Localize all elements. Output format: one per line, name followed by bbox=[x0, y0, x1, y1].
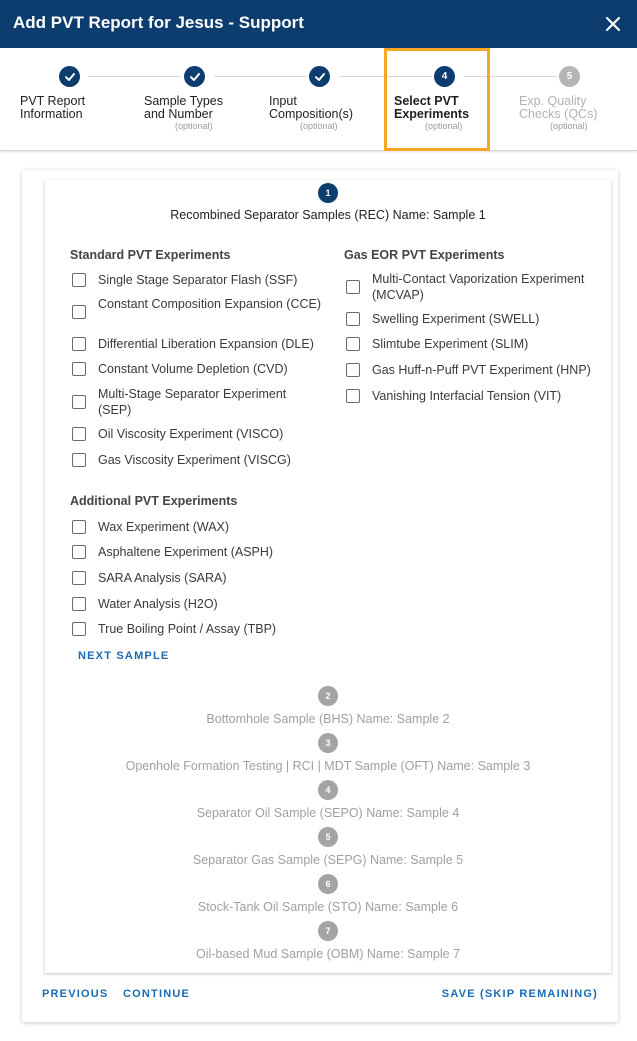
checkbox[interactable] bbox=[346, 389, 360, 403]
continue-button[interactable]: CONTINUE bbox=[123, 988, 191, 1000]
additional-group-title: Additional PVT Experiments bbox=[70, 494, 238, 508]
checkbox[interactable] bbox=[72, 571, 86, 585]
active-sample-title: Recombined Separator Samples (REC) Name: Sample 1 bbox=[170, 208, 486, 222]
option-ssf[interactable]: Single Stage Separator Flash (SSF) bbox=[72, 273, 86, 287]
active-step-highlight bbox=[384, 48, 490, 151]
step-number: 4 bbox=[434, 66, 455, 87]
option-viscg[interactable]: Gas Viscosity Experiment (VISCG) bbox=[72, 453, 86, 467]
wizard-stepper bbox=[0, 48, 637, 151]
checkbox[interactable] bbox=[72, 597, 86, 611]
dialog-title: Add PVT Report for Jesus - Support bbox=[13, 13, 304, 32]
pending-sample-title[interactable]: Bottomhole Sample (BHS) Name: Sample 2 bbox=[206, 712, 450, 726]
step-label: Input Composition(s) bbox=[269, 94, 354, 121]
option-h2o[interactable]: Water Analysis (H2O) bbox=[72, 597, 86, 611]
close-icon[interactable] bbox=[601, 12, 625, 36]
checkbox[interactable] bbox=[72, 362, 86, 376]
step-number: 5 bbox=[559, 66, 580, 87]
standard-group-title: Standard PVT Experiments bbox=[70, 248, 231, 262]
pending-sample-title[interactable]: Openhole Formation Testing | RCI | MDT Sample (OFT) Name: Sample 3 bbox=[125, 759, 531, 773]
option-hnp[interactable]: Gas Huff-n-Puff PVT Experiment (HNP) bbox=[346, 363, 360, 377]
sample-number-badge: 6 bbox=[318, 874, 338, 894]
check-icon bbox=[59, 66, 80, 87]
sample-number-badge: 5 bbox=[318, 827, 338, 847]
pending-sample-title[interactable]: Stock-Tank Oil Sample (STO) Name: Sample 6 bbox=[197, 900, 459, 914]
pending-sample-title[interactable]: Separator Oil Sample (SEPO) Name: Sample 4 bbox=[196, 806, 460, 820]
check-icon bbox=[184, 66, 205, 87]
step-label: Sample Types and Number bbox=[144, 94, 223, 121]
previous-button[interactable]: PREVIOUS bbox=[42, 988, 109, 1000]
option-cvd[interactable]: Constant Volume Depletion (CVD) bbox=[72, 362, 86, 376]
checkbox[interactable] bbox=[72, 273, 86, 287]
pending-sample-title[interactable]: Separator Gas Sample (SEPG) Name: Sample 5 bbox=[192, 853, 464, 867]
option-swell[interactable]: Swelling Experiment (SWELL) bbox=[346, 312, 360, 326]
checkbox[interactable] bbox=[346, 312, 360, 326]
option-vit[interactable]: Vanishing Interfacial Tension (VIT) bbox=[346, 389, 360, 403]
option-asph[interactable]: Asphaltene Experiment (ASPH) bbox=[72, 545, 86, 559]
step-label: Select PVT Experiments bbox=[394, 94, 470, 121]
checkbox[interactable] bbox=[72, 427, 86, 441]
checkbox[interactable] bbox=[346, 363, 360, 377]
option-sep[interactable]: Multi-Stage Separator Experiment (SEP) bbox=[72, 395, 86, 409]
checkbox[interactable] bbox=[72, 305, 86, 319]
checkbox[interactable] bbox=[72, 453, 86, 467]
sample-number-badge: 2 bbox=[318, 686, 338, 706]
step-optional-label: (optional) bbox=[425, 121, 463, 131]
checkbox[interactable] bbox=[72, 337, 86, 351]
check-icon bbox=[309, 66, 330, 87]
option-wax[interactable]: Wax Experiment (WAX) bbox=[72, 520, 86, 534]
step-label: PVT Report Information bbox=[20, 94, 86, 121]
option-sara[interactable]: SARA Analysis (SARA) bbox=[72, 571, 86, 585]
step-optional-label: (optional) bbox=[550, 121, 588, 131]
pending-sample-title[interactable]: Oil-based Mud Sample (OBM) Name: Sample 7 bbox=[196, 947, 460, 961]
option-cce[interactable]: Constant Composition Expansion (CCE) bbox=[72, 305, 86, 319]
step-label: Exp. Quality Checks (QCs) bbox=[519, 94, 598, 121]
option-mcvap[interactable]: Multi-Contact Vaporization Experiment (MCVAP) bbox=[346, 280, 360, 294]
step-exp-quality-checks[interactable] bbox=[500, 48, 625, 151]
step-sample-types[interactable] bbox=[125, 48, 250, 151]
checkbox[interactable] bbox=[72, 622, 86, 636]
checkbox[interactable] bbox=[346, 337, 360, 351]
save-skip-remaining-button[interactable]: SAVE (SKIP REMAINING) bbox=[441, 988, 598, 1000]
option-visco[interactable]: Oil Viscosity Experiment (VISCO) bbox=[72, 427, 86, 441]
checkbox[interactable] bbox=[72, 520, 86, 534]
checkbox[interactable] bbox=[346, 280, 360, 294]
sample-card bbox=[45, 180, 611, 973]
sample-number-badge: 1 bbox=[318, 183, 338, 203]
main-panel bbox=[22, 170, 618, 1022]
step-optional-label: (optional) bbox=[300, 121, 338, 131]
dialog-header bbox=[0, 0, 637, 48]
step-optional-label: (optional) bbox=[175, 121, 213, 131]
option-slim[interactable]: Slimtube Experiment (SLIM) bbox=[346, 337, 360, 351]
next-sample-button[interactable]: NEXT SAMPLE bbox=[78, 650, 170, 662]
step-input-compositions[interactable] bbox=[250, 48, 375, 151]
sample-number-badge: 4 bbox=[318, 780, 338, 800]
option-tbp[interactable]: True Boiling Point / Assay (TBP) bbox=[72, 622, 86, 636]
checkbox[interactable] bbox=[72, 395, 86, 409]
checkbox[interactable] bbox=[72, 545, 86, 559]
option-dle[interactable]: Differential Liberation Expansion (DLE) bbox=[72, 337, 86, 351]
step-pvt-report-information[interactable] bbox=[0, 48, 125, 151]
sample-number-badge: 7 bbox=[318, 921, 338, 941]
sample-number-badge: 3 bbox=[318, 733, 338, 753]
gas-eor-group-title: Gas EOR PVT Experiments bbox=[344, 248, 505, 262]
